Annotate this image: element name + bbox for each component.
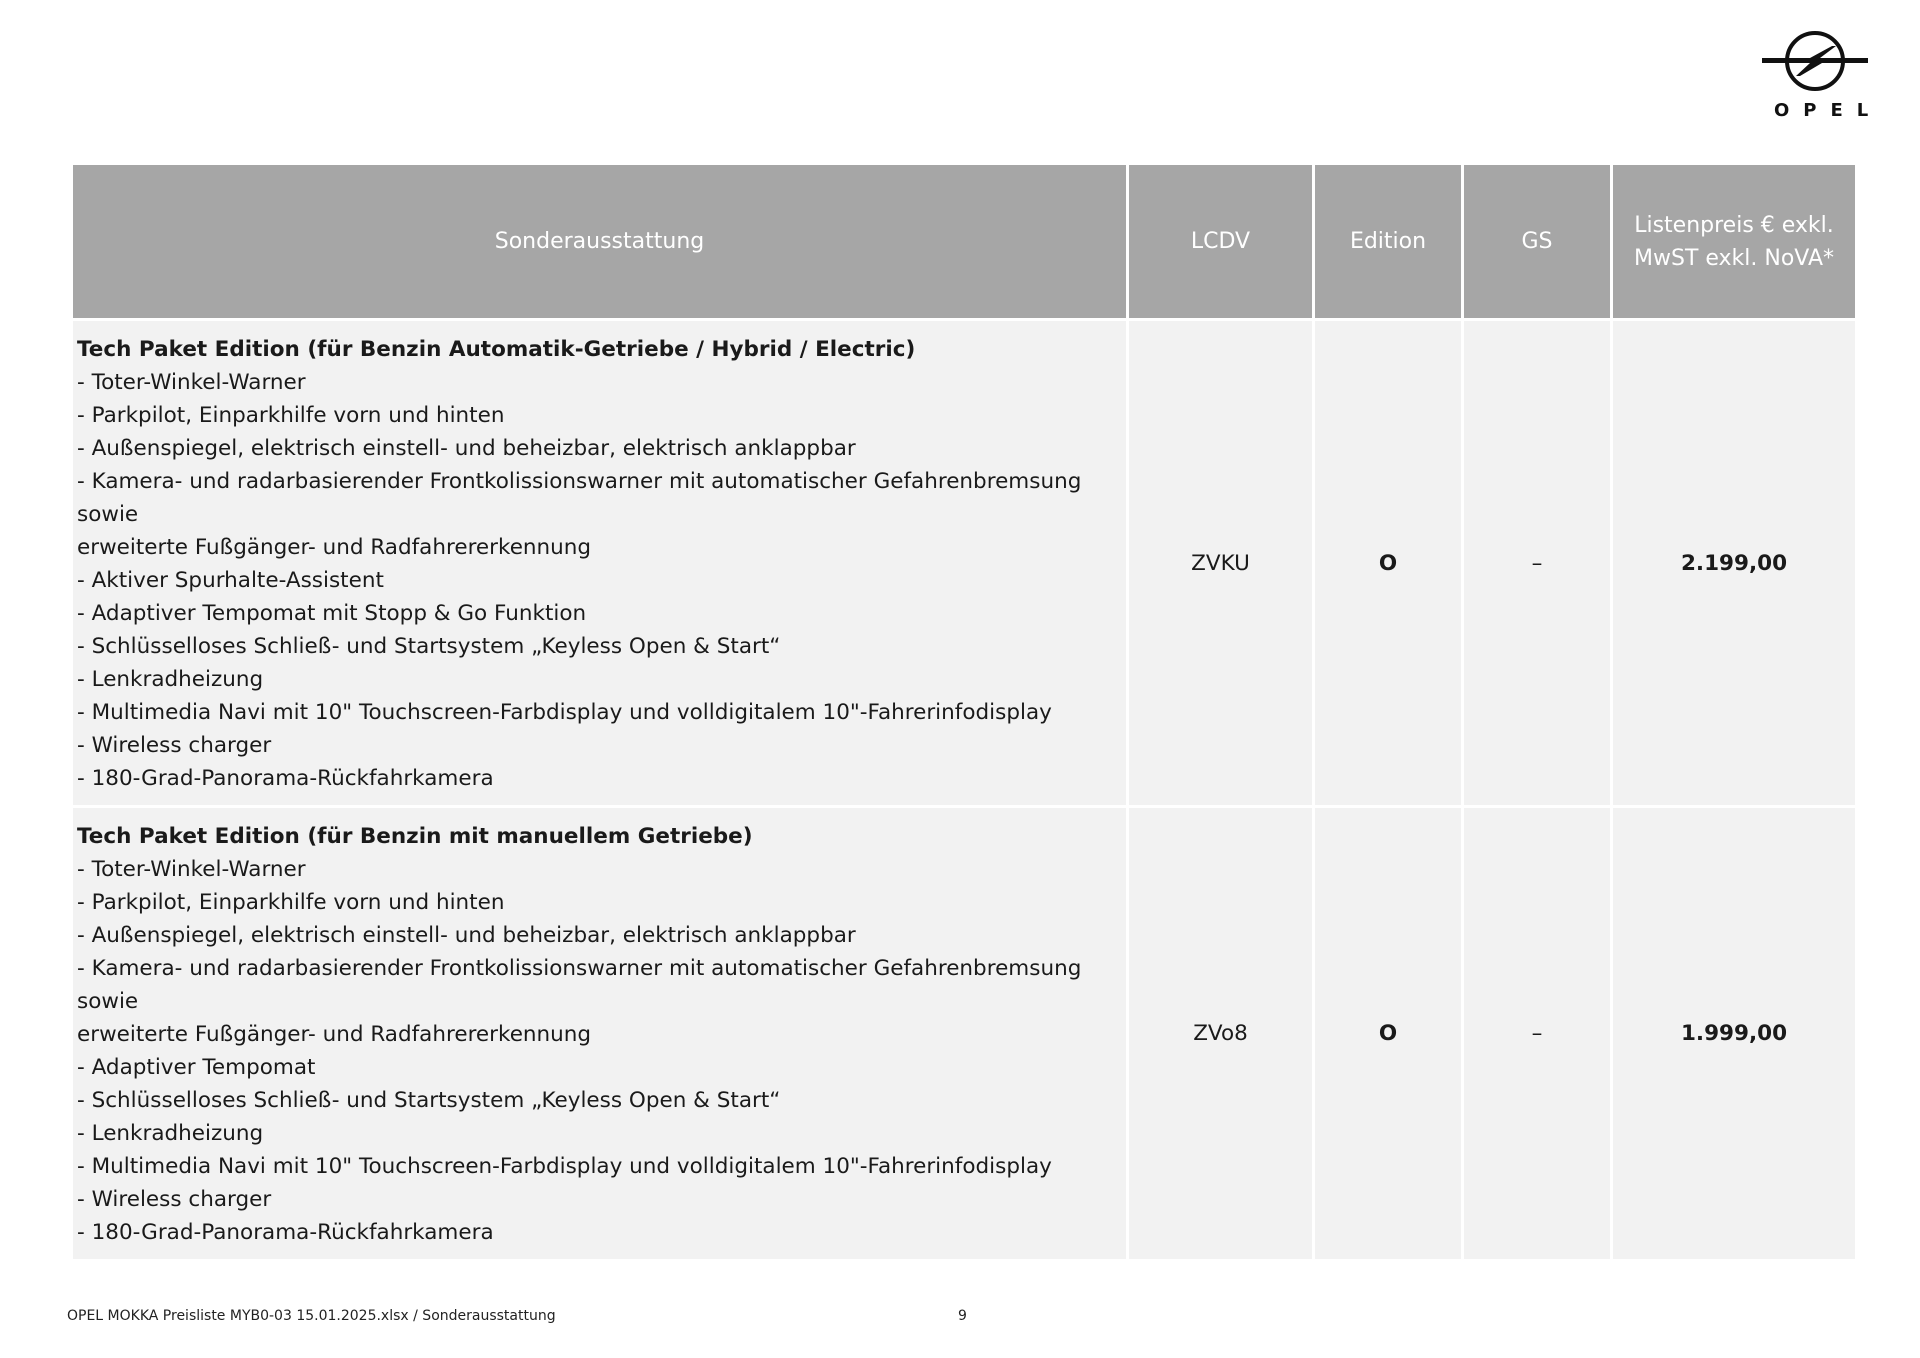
package-feature-line: - Kamera- und radarbasierender Frontkolissionswarner mit automatischer Gefahrenbremsung sowie (77, 469, 1082, 527)
gs-mark: – (1464, 318, 1610, 805)
equipment-description (73, 318, 1126, 805)
package-feature-line: - Kamera- und radarbasierender Frontkolissionswarner mit automatischer Gefahrenbremsung sowie (77, 956, 1082, 1014)
header-lcdv: LCDV (1129, 165, 1312, 318)
lcdv-code: ZVo8 (1129, 805, 1312, 1259)
list-price: 1.999,00 (1613, 805, 1855, 1259)
package-feature-line: - Wireless charger (77, 733, 272, 758)
package-feature-line: erweiterte Fußgänger- und Radfahrererkennung (77, 535, 592, 560)
package-feature-line: - Schlüsselloses Schließ- und Startsystem „Keyless Open & Start“ (77, 634, 781, 659)
package-feature-line: - Lenkradheizung (77, 1121, 264, 1146)
package-feature-line: - Schlüsselloses Schließ- und Startsystem „Keyless Open & Start“ (77, 1088, 781, 1113)
edition-mark: O (1315, 805, 1461, 1259)
edition-mark: O (1315, 318, 1461, 805)
header-edition: Edition (1315, 165, 1461, 318)
lcdv-code: ZVKU (1129, 318, 1312, 805)
opel-blitz-icon (1760, 28, 1870, 96)
header-price (1613, 165, 1855, 318)
brand-wordmark: OPEL (1774, 100, 1883, 121)
package-feature-line: - Multimedia Navi mit 10" Touchscreen-Farbdisplay und volldigitalem 10"-Fahrerinfodisplay (77, 700, 1052, 725)
header-price-line1: Listenpreis € exkl. (1634, 212, 1834, 238)
gs-mark: – (1464, 805, 1610, 1259)
package-title: Tech Paket Edition (für Benzin mit manuellem Getriebe) (77, 824, 753, 849)
header-price-line2: MwST exkl. NoVA* (1634, 245, 1834, 271)
package-feature-line: - Parkpilot, Einparkhilfe vorn und hinten (77, 890, 505, 915)
package-feature-line: - 180-Grad-Panorama-Rückfahrkamera (77, 1220, 494, 1245)
package-feature-line: - Wireless charger (77, 1187, 272, 1212)
package-feature-line: - Außenspiegel, elektrisch einstell- und beheizbar, elektrisch anklappbar (77, 923, 856, 948)
list-price: 2.199,00 (1613, 318, 1855, 805)
package-feature-line: - Adaptiver Tempomat mit Stopp & Go Funktion (77, 601, 587, 626)
package-title: Tech Paket Edition (für Benzin Automatik-Getriebe / Hybrid / Electric) (77, 337, 916, 362)
table-row (73, 805, 1855, 1259)
opel-logo (1760, 28, 1883, 124)
package-feature-line: - Außenspiegel, elektrisch einstell- und beheizbar, elektrisch anklappbar (77, 436, 856, 461)
header-equipment: Sonderausstattung (73, 165, 1126, 318)
package-feature-line: - Adaptiver Tempomat (77, 1055, 316, 1080)
equipment-description (73, 805, 1126, 1259)
package-feature-line: - Parkpilot, Einparkhilfe vorn und hinten (77, 403, 505, 428)
table-row (73, 318, 1855, 805)
header-gs: GS (1464, 165, 1610, 318)
footer-source: OPEL MOKKA Preisliste MYB0-03 15.01.2025.xlsx / Sonderausstattung (67, 1308, 556, 1324)
package-feature-line: erweiterte Fußgänger- und Radfahrererkennung (77, 1022, 592, 1047)
page-number: 9 (958, 1308, 967, 1324)
package-feature-line: - Lenkradheizung (77, 667, 264, 692)
package-feature-line: - Toter-Winkel-Warner (77, 857, 306, 882)
package-feature-line: - Toter-Winkel-Warner (77, 370, 306, 395)
equipment-price-table (70, 165, 1858, 1259)
table-header-row (73, 165, 1855, 318)
package-feature-line: - 180-Grad-Panorama-Rückfahrkamera (77, 766, 494, 791)
package-feature-line: - Multimedia Navi mit 10" Touchscreen-Farbdisplay und volldigitalem 10"-Fahrerinfodisplay (77, 1154, 1052, 1179)
package-feature-line: - Aktiver Spurhalte-Assistent (77, 568, 384, 593)
